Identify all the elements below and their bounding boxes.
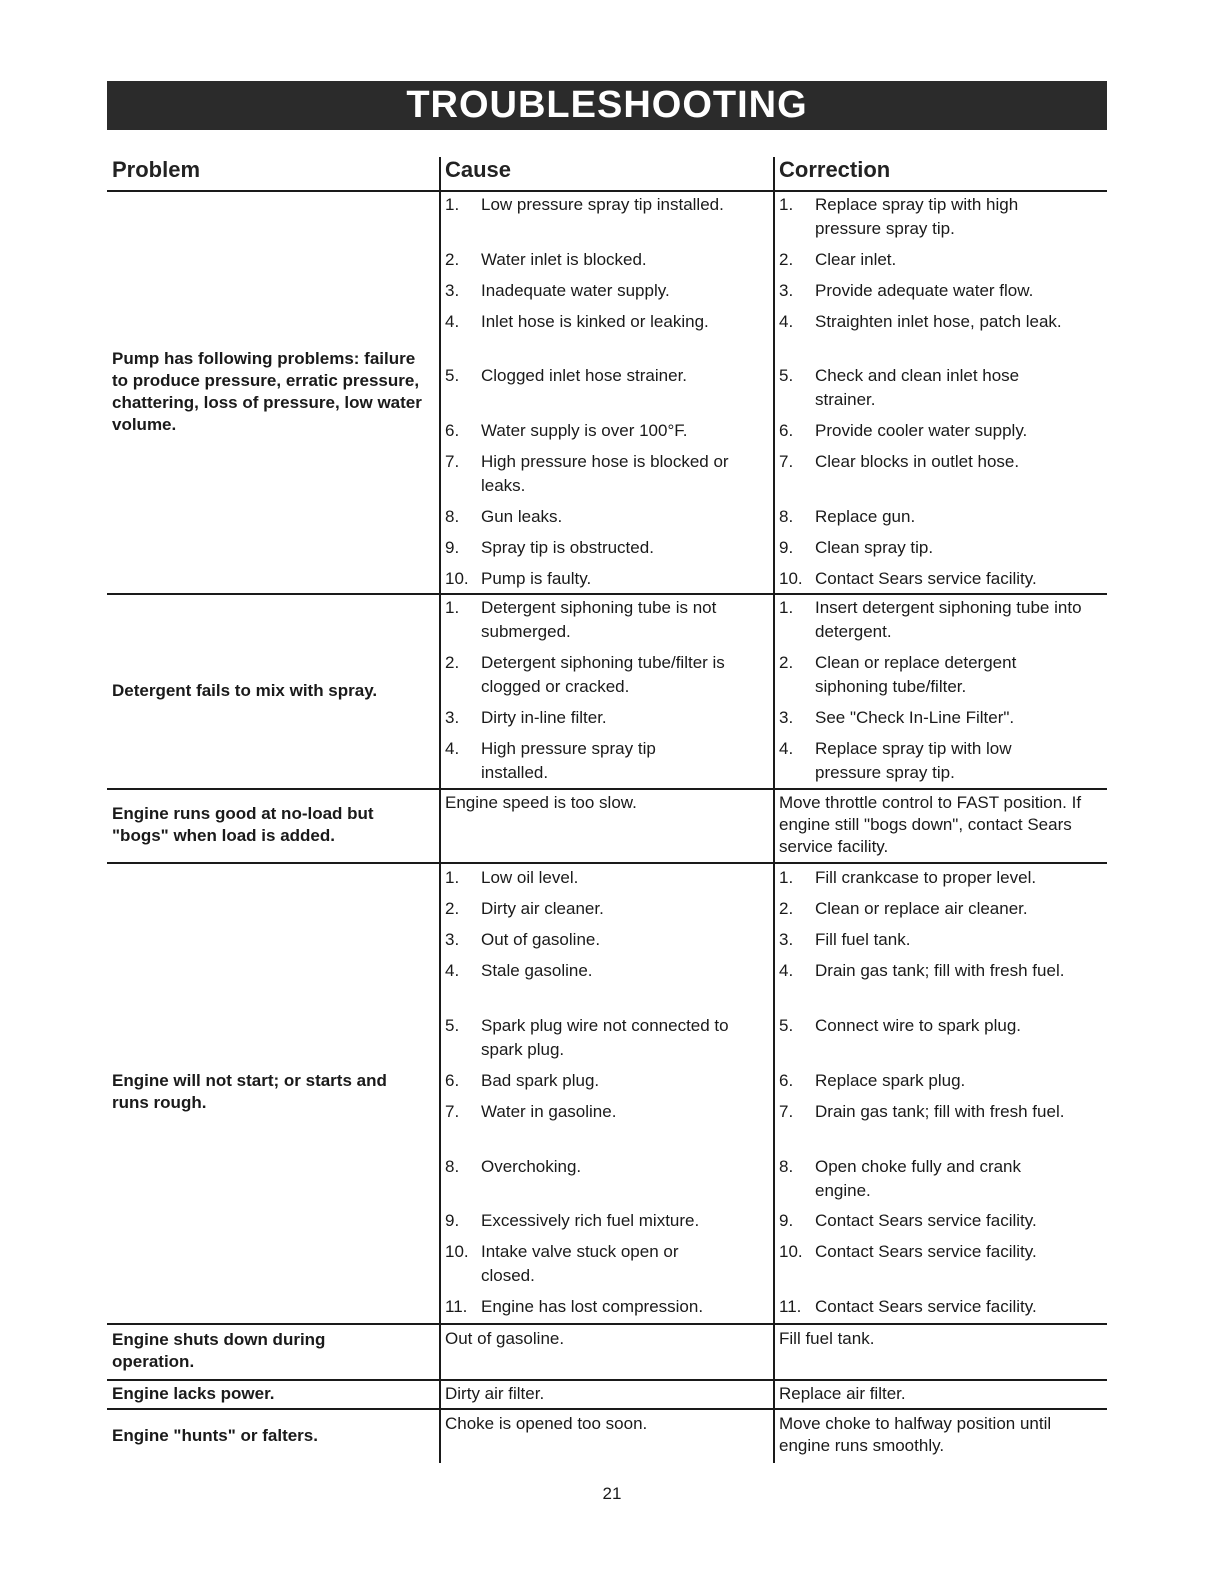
correction-text: Replace spray tip with low pressure spray tip. [815,739,1012,782]
correction-number: 8. [779,507,794,526]
cause-text: Dirty in-line filter. [481,708,607,727]
cause-number: 6. [445,421,460,440]
title-banner [107,81,1107,130]
correction-number: 11. [779,1297,802,1316]
cause-number: 8. [445,1157,460,1176]
cause-text: Overchoking. [481,1157,582,1176]
correction-text: Clean or replace air cleaner. [815,899,1028,918]
correction-text: Move throttle control to FAST position. If engine still "bogs down", contact Sears service facility. [779,793,1082,856]
cause-number: 1. [445,598,460,617]
cause-text: Stale gasoline. [481,961,593,980]
cause-text: Low oil level. [481,868,579,887]
cause-number: 11. [445,1297,468,1316]
cause-number: 5. [445,1016,460,1035]
correction-text: Contact Sears service facility. [815,569,1037,588]
correction-number: 6. [779,421,794,440]
correction-text: Connect wire to spark plug. [815,1016,1021,1035]
header-correction: Correction [779,157,891,182]
cause-text: Inadequate water supply. [481,281,670,300]
correction-text: Drain gas tank; fill with fresh fuel. [815,1102,1065,1121]
correction-text: Contact Sears service facility. [815,1211,1037,1230]
row-rule [107,1408,1107,1410]
header-problem: Problem [112,157,201,182]
correction-number: 1. [779,868,794,887]
cause-number: 1. [445,195,460,214]
row-rule [107,788,1107,790]
cause-text: Engine speed is too slow. [445,793,637,812]
problem-engine-start: Engine will not start; or starts and runs rough. [112,1071,387,1112]
problem-detergent: Detergent fails to mix with spray. [112,681,378,700]
cause-text: Dirty air filter. [445,1384,545,1403]
problem-engine-hunts: Engine "hunts" or falters. [112,1426,318,1445]
row-rule [107,1379,1107,1381]
correction-number: 9. [779,538,794,557]
correction-number: 1. [779,598,794,617]
correction-number: 3. [779,930,794,949]
correction-number: 7. [779,1102,794,1121]
correction-text: Provide adequate water flow. [815,281,1034,300]
correction-number: 3. [779,708,794,727]
cause-text: Choke is opened too soon. [445,1414,648,1433]
correction-text: Replace gun. [815,507,916,526]
cause-number: 1. [445,868,460,887]
correction-text: Check and clean inlet hose strainer. [815,366,1020,409]
cause-text: Spark plug wire not connected to spark plug. [481,1016,729,1059]
correction-text: Clear blocks in outlet hose. [815,452,1020,471]
cause-text: Dirty air cleaner. [481,899,604,918]
divider-cause [439,157,441,1463]
cause-number: 4. [445,961,460,980]
cause-number: 3. [445,708,460,727]
row-rule [107,593,1107,595]
cause-text: High pressure hose is blocked or leaks. [481,452,729,495]
cause-number: 8. [445,507,460,526]
cause-text: Gun leaks. [481,507,563,526]
cause-text: Bad spark plug. [481,1071,600,1090]
cause-text: High pressure spray tip installed. [481,739,656,782]
correction-text: Drain gas tank; fill with fresh fuel. [815,961,1065,980]
correction-text: Straighten inlet hose, patch leak. [815,312,1062,331]
cause-text: Low pressure spray tip installed. [481,195,724,214]
cause-text: Pump is faulty. [481,569,592,588]
cause-text: Water in gasoline. [481,1102,617,1121]
problem-engine-bogs: Engine runs good at no-load but "bogs" when load is added. [112,804,374,845]
correction-text: Clean or replace detergent siphoning tube/filter. [815,653,1017,696]
correction-number: 7. [779,452,794,471]
cause-number: 2. [445,250,460,269]
row-rule [107,190,1107,192]
cause-text: Out of gasoline. [481,930,601,949]
correction-number: 8. [779,1157,794,1176]
correction-text: Open choke fully and crank engine. [815,1157,1022,1200]
correction-number: 5. [779,366,794,385]
correction-number: 2. [779,653,794,672]
correction-number: 4. [779,312,794,331]
cause-number: 2. [445,653,460,672]
correction-number: 3. [779,281,794,300]
cause-number: 2. [445,899,460,918]
cause-number: 3. [445,930,460,949]
correction-text: Replace spray tip with high pressure spray tip. [815,195,1019,238]
correction-text: Provide cooler water supply. [815,421,1028,440]
divider-correction [773,157,775,1463]
problem-engine-shuts-down: Engine shuts down during operation. [112,1330,326,1371]
row-rule [107,862,1107,864]
page-number: 21 [602,1484,622,1503]
correction-text: Move choke to halfway position until engine runs smoothly. [779,1414,1052,1455]
correction-text: Insert detergent siphoning tube into detergent. [815,598,1082,641]
correction-number: 2. [779,899,794,918]
cause-number: 9. [445,1211,460,1230]
cause-number: 4. [445,739,460,758]
correction-text: Contact Sears service facility. [815,1297,1037,1316]
correction-text: Fill fuel tank. [779,1329,875,1348]
cause-number: 9. [445,538,460,557]
cause-text: Clogged inlet hose strainer. [481,366,688,385]
cause-text: Intake valve stuck open or closed. [481,1242,679,1285]
cause-number: 4. [445,312,460,331]
cause-text: Spray tip is obstructed. [481,538,654,557]
page-title: TROUBLESHOOTING [406,84,808,126]
correction-number: 4. [779,739,794,758]
correction-text: Clear inlet. [815,250,897,269]
correction-number: 2. [779,250,794,269]
problem-pump: Pump has following problems: failure to produce pressure, erratic pressure, chattering, loss of pressure, low water volume. [112,349,422,434]
cause-text: Excessively rich fuel mixture. [481,1211,700,1230]
row-rule [107,1323,1107,1325]
correction-number: 4. [779,961,794,980]
cause-text: Out of gasoline. [445,1329,565,1348]
cause-text: Detergent siphoning tube is not submerged. [481,598,717,641]
cause-text: Inlet hose is kinked or leaking. [481,312,709,331]
cause-text: Detergent siphoning tube/filter is clogged or cracked. [481,653,725,696]
correction-number: 1. [779,195,794,214]
correction-text: Fill fuel tank. [815,930,911,949]
cause-number: 10. [445,569,469,588]
correction-text: Contact Sears service facility. [815,1242,1037,1261]
problem-engine-lacks-power: Engine lacks power. [112,1384,275,1403]
correction-number: 6. [779,1071,794,1090]
correction-number: 9. [779,1211,794,1230]
cause-text: Water inlet is blocked. [481,250,647,269]
cause-number: 3. [445,281,460,300]
correction-number: 5. [779,1016,794,1035]
correction-text: Replace spark plug. [815,1071,966,1090]
correction-text: See "Check In-Line Filter". [815,708,1015,727]
cause-text: Water supply is over 100°F. [481,421,688,440]
correction-text: Replace air filter. [779,1384,906,1403]
correction-text: Clean spray tip. [815,538,934,557]
correction-number: 10. [779,1242,803,1261]
cause-text: Engine has lost compression. [481,1297,704,1316]
cause-number: 7. [445,1102,460,1121]
correction-text: Fill crankcase to proper level. [815,868,1037,887]
cause-number: 7. [445,452,460,471]
cause-number: 6. [445,1071,460,1090]
cause-number: 5. [445,366,460,385]
cause-number: 10. [445,1242,469,1261]
correction-number: 10. [779,569,803,588]
header-cause: Cause [445,157,512,182]
